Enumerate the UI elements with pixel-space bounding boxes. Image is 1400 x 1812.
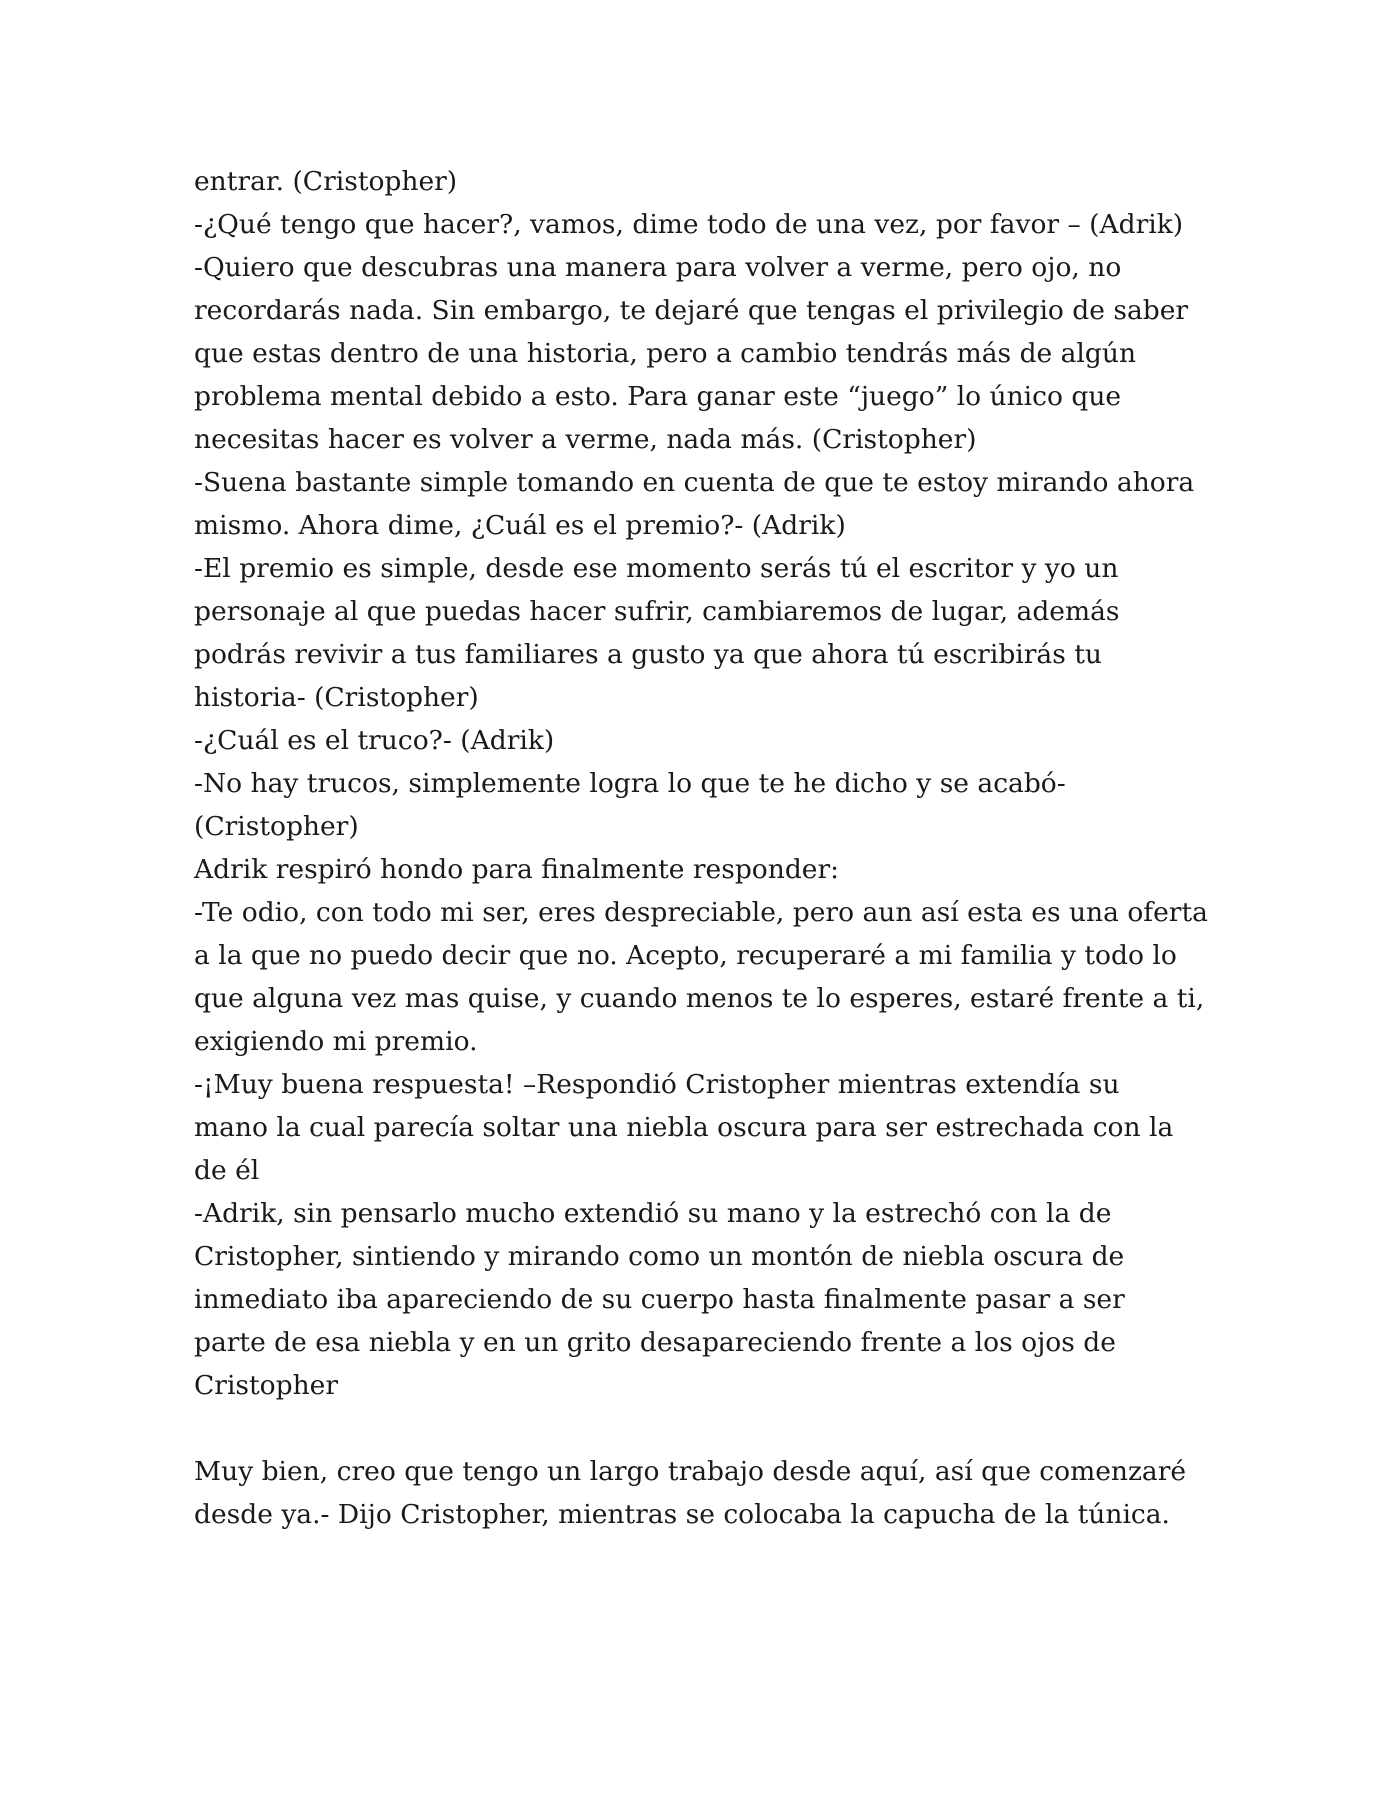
text-line-3: -Quiero que descubras una manera para volver a verme, pero ojo, no bbox=[194, 252, 1122, 283]
text-line-4: recordarás nada. Sin embargo, te dejaré que tengas el privilegio de saber bbox=[194, 295, 1189, 326]
text-line-22: -¡Muy buena respuesta! –Respondió Cristopher mientras extendía su bbox=[194, 1069, 1120, 1100]
text-line-13: historia- (Cristopher) bbox=[194, 682, 479, 713]
text-line-10: -El premio es simple, desde ese momento serás tú el escritor y yo un bbox=[194, 553, 1119, 584]
closing-line-2: desde ya.- Dijo Cristopher, mientras se colocaba la capucha de la túnica. bbox=[194, 1499, 1170, 1530]
text-line-5: que estas dentro de una historia, pero a cambio tendrás más de algún bbox=[194, 338, 1137, 369]
text-line-19: a la que no puedo decir que no. Acepto, recuperaré a mi familia y todo lo bbox=[194, 940, 1177, 971]
text-line-12: podrás revivir a tus familiares a gusto ya que ahora tú escribirás tu bbox=[194, 639, 1102, 670]
text-line-17: Adrik respiró hondo para finalmente responder: bbox=[194, 854, 840, 885]
text-line-28: parte de esa niebla y en un grito desapareciendo frente a los ojos de bbox=[194, 1327, 1116, 1358]
text-line-11: personaje al que puedas hacer sufrir, cambiaremos de lugar, además bbox=[194, 596, 1120, 627]
text-line-6: problema mental debido a esto. Para ganar este “juego” lo único que bbox=[194, 381, 1122, 412]
text-line-9: mismo. Ahora dime, ¿Cuál es el premio?- (Adrik) bbox=[194, 510, 846, 541]
text-line-2: -¿Qué tengo que hacer?, vamos, dime todo de una vez, por favor – (Adrik) bbox=[194, 209, 1184, 240]
paragraph-gap bbox=[194, 1407, 1224, 1450]
text-line-21: exigiendo mi premio. bbox=[194, 1026, 478, 1057]
closing-line-1: Muy bien, creo que tengo un largo trabajo desde aquí, así que comenzaré bbox=[194, 1456, 1187, 1487]
text-line-14: -¿Cuál es el truco?- (Adrik) bbox=[194, 725, 555, 756]
text-line-29: Cristopher bbox=[194, 1370, 339, 1401]
text-line-18: -Te odio, con todo mi ser, eres despreciable, pero aun así esta es una oferta bbox=[194, 897, 1208, 928]
text-line-15: -No hay trucos, simplemente logra lo que te he dicho y se acabó- bbox=[194, 768, 1066, 799]
text-line-20: que alguna vez mas quise, y cuando menos te lo esperes, estaré frente a ti, bbox=[194, 983, 1205, 1014]
text-line-27: inmediato iba apareciendo de su cuerpo hasta finalmente pasar a ser bbox=[194, 1284, 1125, 1315]
text-line-8: -Suena bastante simple tomando en cuenta de que te estoy mirando ahora bbox=[194, 467, 1195, 498]
text-line-26: Cristopher, sintiendo y mirando como un montón de niebla oscura de bbox=[194, 1241, 1125, 1272]
text-line-1: entrar. (Cristopher) bbox=[194, 166, 458, 197]
text-line-25: -Adrik, sin pensarlo mucho extendió su mano y la estrechó con la de bbox=[194, 1198, 1112, 1229]
text-line-24: de él bbox=[194, 1155, 260, 1186]
text-line-16: (Cristopher) bbox=[194, 811, 359, 842]
text-line-23: mano la cual parecía soltar una niebla oscura para ser estrechada con la bbox=[194, 1112, 1174, 1143]
document-body bbox=[194, 160, 1224, 1536]
text-line-7: necesitas hacer es volver a verme, nada más. (Cristopher) bbox=[194, 424, 977, 455]
